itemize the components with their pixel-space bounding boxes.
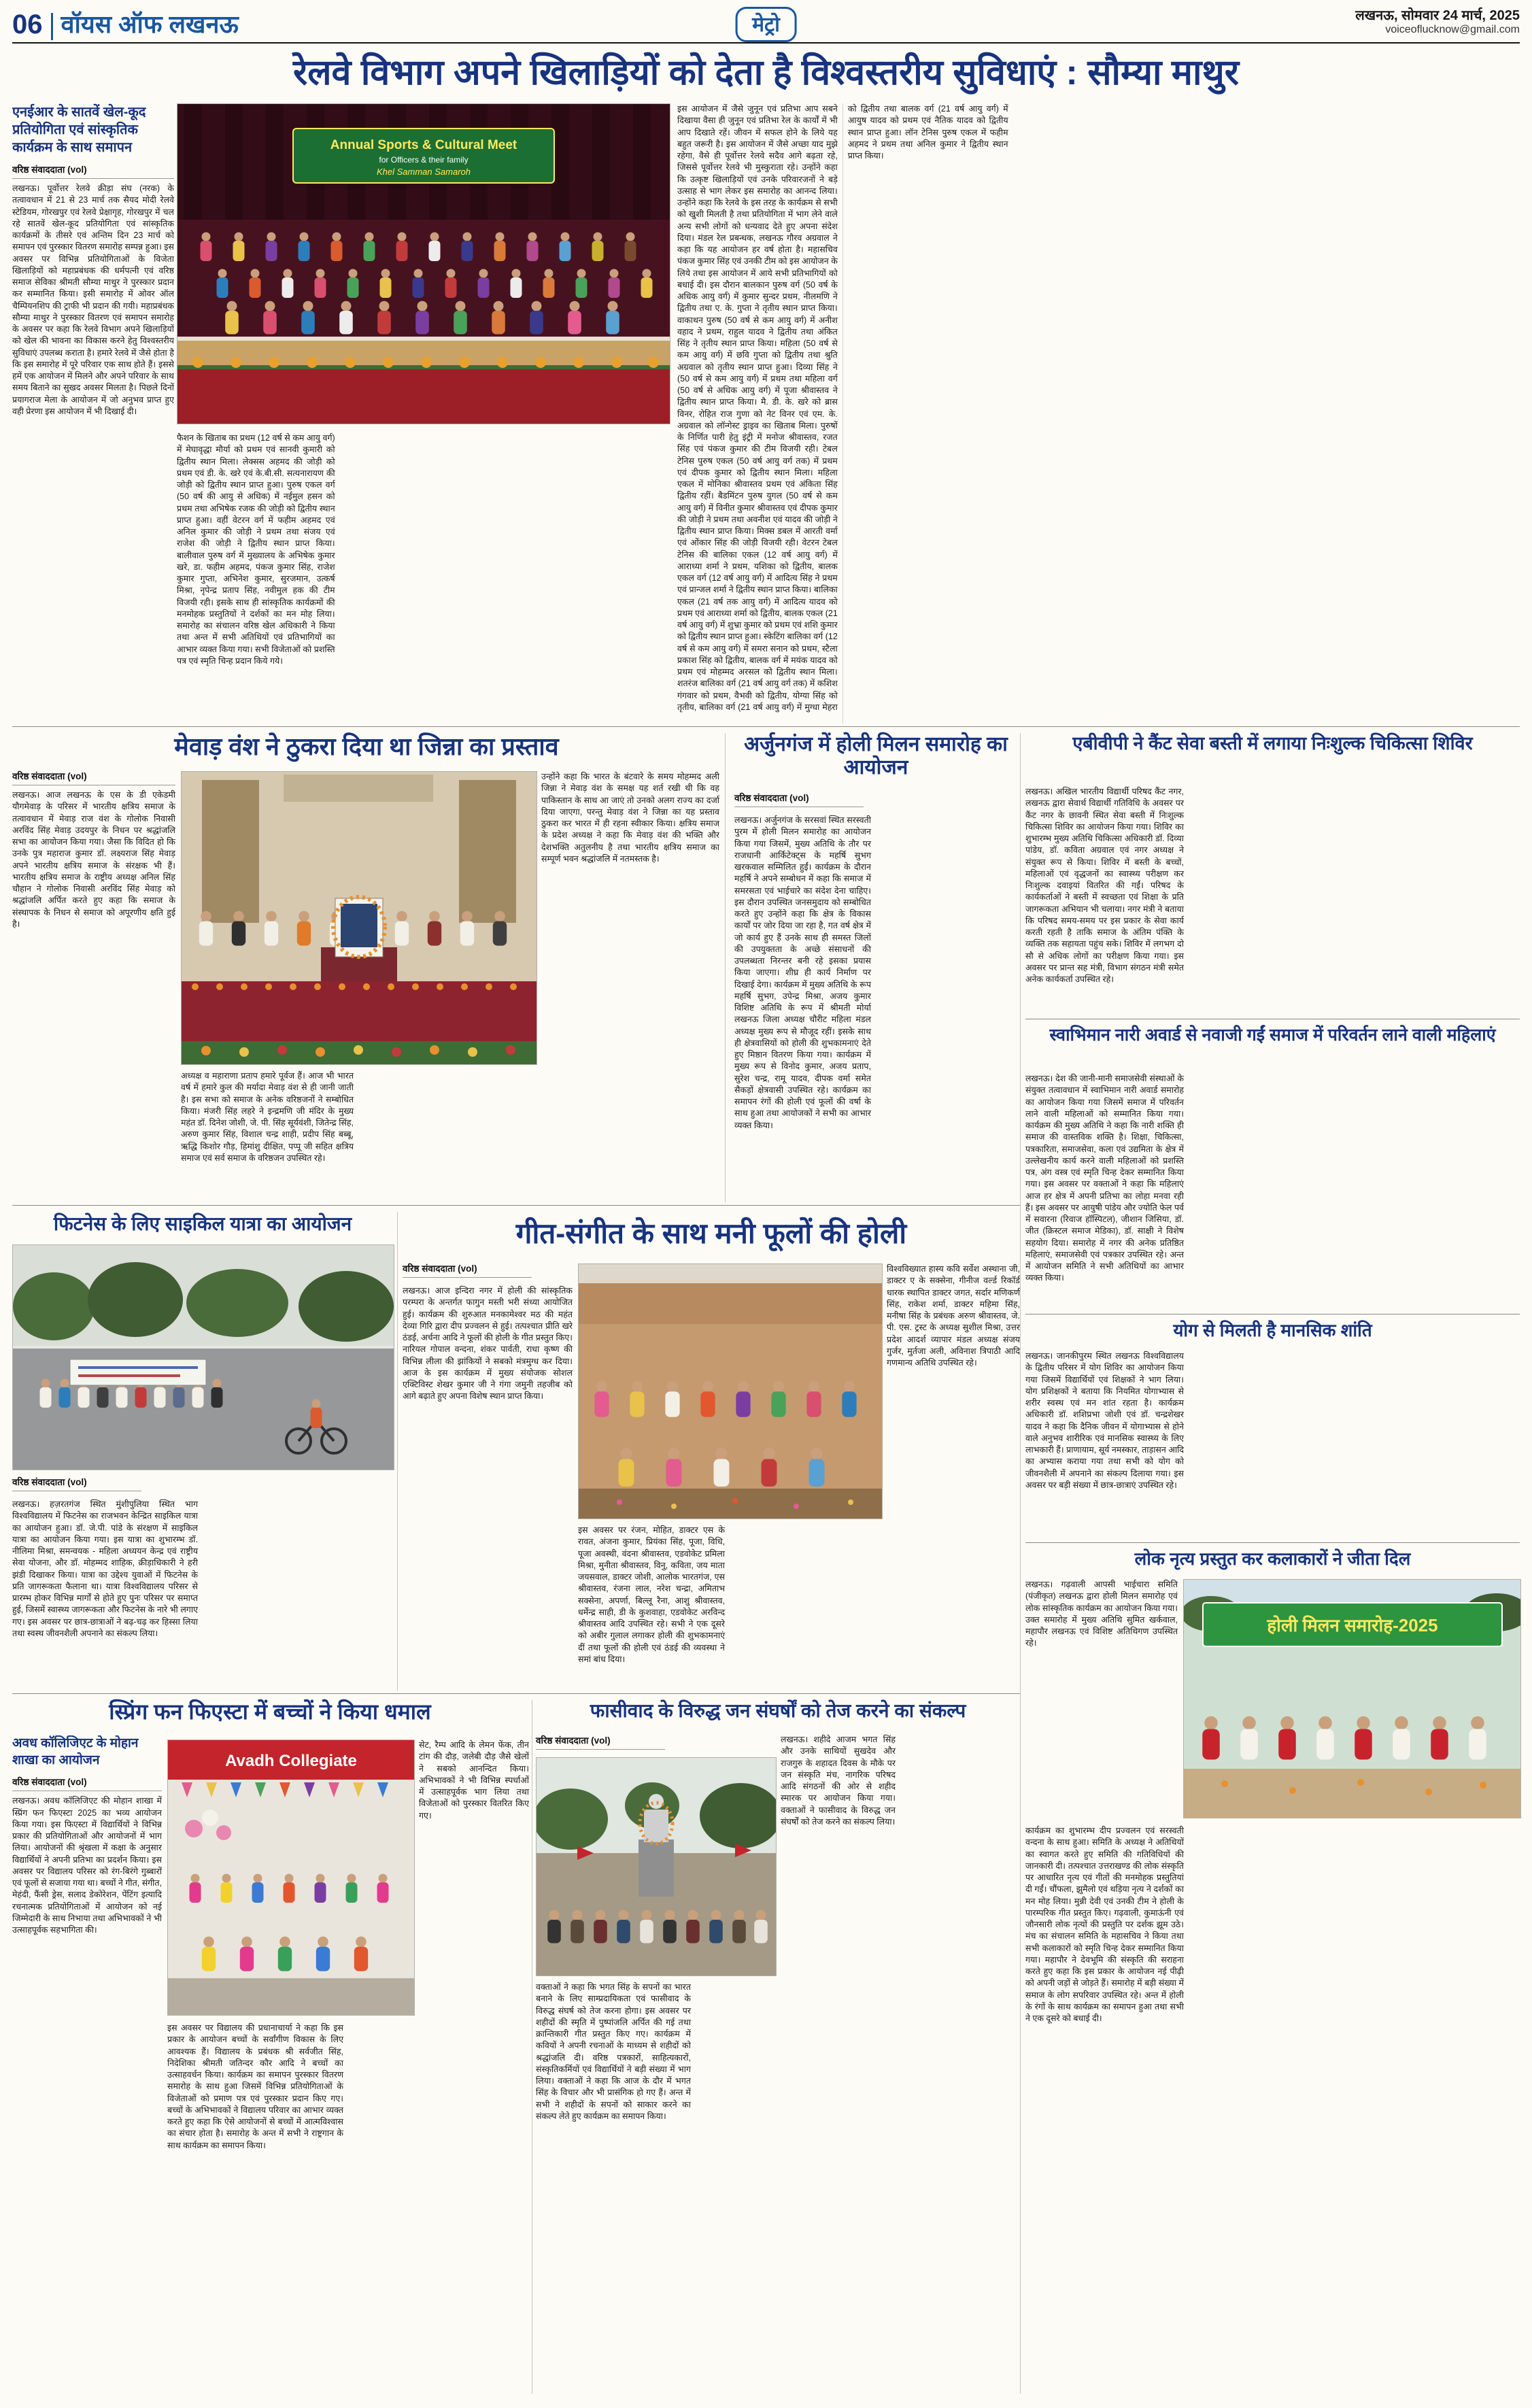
spring-fun-headline: स्प्रिंग फन फिएस्टा में बच्चों ने किया धमाल	[109, 1699, 431, 1724]
holi-music-byline-wrap	[403, 1262, 573, 1282]
fascism-body-side: लखनऊ। शहीदे आजम भगत सिंह और उनके साथियों सुखदेव और राजगुरु के शहादत दिवस के मौके पर जन संस्कृति मंच, नागरिक परिषद आदि संगठनों की ओर से शहीद स्मारक पर आयोजन किया गया। वक्ताओं ने फासीवाद के विरुद्ध जन संघर्षों को तेज करने का संकल्प लिया।	[781, 1735, 896, 1827]
vrule-a-b	[725, 733, 726, 1202]
lead-photo-banner-line3: Khel Samman Samaroh	[376, 167, 471, 177]
yoga-body: लखनऊ। जानकीपुरम स्थित लखनऊ विश्वविद्यालय के द्वितीय परिसर में योग शिविर का आयोजन किया गया जिसमें विद्यार्थियों एवं शिक्षकों ने भाग लिया। योग प्रशिक्षकों ने बताया कि नियमित योगाभ्यास से शरीर स्वस्थ एवं मन शांत रहता है। कार्यक्रम अधिकारी डॉ. शशिप्रभा जोशी एवं डॉ. चन्द्रशेखर यादव ने कहा कि दैनिक जीवन में योगाभ्यास से होने वाले अनुभव शारीरिक एवं मानसिक स्वास्थ्य के लिए लाभकारी हैं। प्राणायाम, सूर्य नमस्कार, ताड़ासन आदि का अभ्यास कराया गया तथा सभी को योग को जीवनशैली में अपनाने का संकल्प दिलाया गया। इस अवसर पर बड़ी संख्या में छात्र-छात्राएं उपस्थित रहे।	[1025, 1351, 1184, 1490]
divider-band-1	[12, 726, 1520, 727]
spring-fun-left-column	[12, 1735, 162, 2394]
fitness-byline-wrap	[12, 1476, 393, 1495]
mewar-byline: वरिष्ठ संवाददाता (vol)	[12, 770, 175, 785]
masthead-divider	[51, 13, 53, 40]
divider-swabhiman-yoga	[1025, 1314, 1520, 1315]
page-number: 06	[12, 10, 43, 39]
spring-fun-body-left: लखनऊ। अवध कॉलिजिएट की मोहान शाखा में स्प्रिंग फन फिएस्टा 2025 का भव्य आयोजन किया गया। इस फिएस्टा में विद्यार्थियों ने विभिन्न प्रकार की प्रतियोगिताओं और आयोजनों में भाग लिया। आयोजनों की श्रृंखला में कक्षा के अनुसार विद्यार्थियों ने अपनी प्रतिभा का प्रदर्शन किया। इस अवसर पर विद्यालय परिसर को रंग-बिरंगे गुब्बारों एवं फूलों से सजाया गया था। बच्चों ने गीत, संगीत, मेहंदी, फैंसी ड्रेस, सलाद डेकोरेशन, पेंटिंग इत्यादि रचनात्मक प्रतियोगिताओं में आयोजन को नई जिम्मेदारी के साथ निभाया तथा अभिभावकों ने भी उत्साहपूर्वक सहभागिता की।	[12, 1796, 162, 1935]
arjunganj-byline: वरिष्ठ संवाददाता (vol)	[734, 792, 864, 807]
header-right	[1355, 5, 1520, 36]
vrule-right-col	[1020, 733, 1021, 2394]
holi-music-body-left: लखनऊ। आज इन्दिरा नगर में होली की सांस्कृतिक परम्परा के अन्तर्गत फागुन मस्ती भरी संध्या आयोजित हुई। कार्यक्रम की शुरुआत मनकामेश्वर मठ की महंत देव्या गिरि द्वारा दीप प्रज्वलन से हुई। तत्पश्चात प्रीति खरे ठंडई, अर्चना आदि ने फूलों की होली के गीत प्रस्तुत किए। नारियल गोपाल वन्दना, शंकर पार्वती, राधा कृष्ण की विभिन्न लीला की झांकियों ने सबको मंत्रमुग्ध कर दिया। आज के इस कार्यक्रम में मुख्य संयोजक सोशल एक्टिविस्ट शेखर कुमार जी ने गंगा जमुनी तहजीब को आगे बढ़ाते हुए अपना विशेष स्थान प्राप्त किया।	[403, 1286, 573, 1402]
lead-photo-banner-line1: Annual Sports & Cultural Meet	[330, 138, 517, 152]
spring-fun-body-below: इस अवसर पर विद्यालय की प्रधानाचार्या ने कहा कि इस प्रकार के आयोजन बच्चों के सर्वांगीण विकास के लिए आवश्यक हैं। विद्यालय के प्रबंधक श्री सर्वजीत सिंह, निदेशिका श्रीमती जतिन्दर कौर आदि ने बच्चों का उत्साहवर्धन किया। कार्यक्रम का समापन पुरस्कार वितरण समारोह के साथ हुआ जिसमें विभिन्न प्रतियोगिताओं के विजेताओं को प्रमाण पत्र एवं पुरस्कार प्रदान किए गए। बच्चों के अभिभावकों ने विद्यालय परिवार का आभार व्यक्त करते हुए कहा कि ऐसे आयोजनों से बच्चों में आत्मविश्वास का संचार होता है। समारोह के अन्त में सभी ने राष्ट्रगान के साथ कार्यक्रम का समापन किया।	[167, 2023, 343, 2150]
holi-music-body-below: इस अवसर पर रंजन, मोहित, डाक्टर एस के रावत, अंजना कुमार, प्रियंका सिंह, पूजा, विधि, पूजा अवस्थी, वंदना श्रीवास्तव, एडवोकेट प्रमिला मिश्रा, मुनीता श्रीवास्तव, विनु, कविता, जय माता जयसवाल, डाक्टर जोशी, आलोक भारतगंज, एस श्रीवास्तव, रंजना लाल, नरेश चन्द्रा, अमिताभ सक्सेना, अपर्णा, बिल्लू रैना, आशु श्रीवास्तव, धर्मेन्द्र साही, डी के कुशवाहा, एडवोकेट अरविन्द श्रीवास्तव आदि उपस्थित रहे। सभी ने एक दूसरे को अबीर गुलाल लगाकर होली की शुभकामनाएं दीं तथा फूलों की होली एवं ठंडई की व्यवस्था ने समां बांध दिया।	[578, 1525, 725, 1664]
dateline: लखनऊ, सोमवार 24 मार्च, 2025	[1355, 8, 1520, 23]
fascism-byline-wrap	[536, 1734, 767, 1754]
divider-band-4	[12, 1693, 1020, 1694]
masthead: वॉयस ऑफ लखनऊ	[61, 10, 239, 38]
folk-dance-headline: लोक नृत्य प्रस्तुत कर कलाकारों ने जीता दिल	[1134, 1548, 1411, 1569]
header-rule	[12, 42, 1520, 44]
spring-fun-byline: वरिष्ठ संवाददाता (vol)	[12, 1776, 162, 1791]
email: voiceoflucknow@gmail.com	[1385, 24, 1520, 35]
mewar-photo	[181, 771, 537, 1065]
spring-fun-photo-banner: Avadh Collegiate	[225, 1752, 357, 1770]
folk-dance-body-side: लखनऊ। गढ़वाली आपसी भाईचारा समिति (पंजीकृत) लखनऊ द्वारा होली मिलन समारोह एवं लोक सांस्कृतिक कार्यक्रम का आयोजन किया गया। उक्त समारोह में मुख्य अतिथि सुमित खर्कवाल, महापौर लखनऊ एवं विशिष्ट अतिथिगण उपस्थित रहे।	[1025, 1580, 1178, 1648]
masthead-row	[12, 7, 239, 40]
fitness-body: लखनऊ। हज़रतगंज स्थित मुंशीपुलिया स्थित भाग विश्वविद्यालय में फिटनेस का राजभवन केन्द्रित साइकिल यात्रा का आयोजन हुआ। डॉ. जे.पी. पांडे के संरक्षण में साइकिल यात्रा का आयोजन किया गया। इस यात्रा का शुभारम्भ डॉ. नीलिमा मिश्रा, समन्वयक - महिला अध्ययन केन्द्र एवं राष्ट्रीय सेवा योजना, और डॉ. मोहम्मद शाहिक, क्रीड़ाधिकारी ने हरी झंडी दिखाकर किया। यात्रा का उद्देश्य युवाओं में फिटनेस के प्रति जागरूकता फैलाना था। यात्रा विश्वविद्यालय परिसर से प्रारम्भ होकर विभिन्न मार्गों से होते हुए पुनः परिसर पर समाप्त हुई, जिसमें स्वास्थ्य जागरूकता और फिटनेस के नारे भी लगाए गए। इस अवसर पर छात्र-छात्राओं ने बढ़-चढ़ कर हिस्सा लिया तथा स्वस्थ जीवनशैली अपनाने का संकल्प लिया।	[12, 1499, 198, 1638]
mewar-body-right: उन्होंने कहा कि भारत के बंटवारे के समय मोहम्मद अली जिन्ना ने मेवाड़ वंश के समक्ष यह शर्त रखी थी कि वह पाकिस्तान के साथ आ जाएं तो उनको अलग राज्य का दर्जा दिया जाएगा, परन्तु मेवाड़ वंश ने जिन्ना का यह प्रस्ताव ठुकरा कर भारत में ही रहना स्वीकार किया। क्षत्रिय समाज के प्रदेश अध्यक्ष ने कहा कि मेवाड़ वंश की भक्ति और देशभक्ति अतुलनीय है तथा भारतीय क्षत्रिय समाज का सम्पूर्ण भवन श्रद्धांजलि में नतमस्तक है।	[541, 772, 719, 864]
mewar-body-below: अध्यक्ष व महाराणा प्रताप हमारे पूर्वज हैं। आज भी भारत वर्ष में हमारे कुल की मर्यादा मेवाड़ वंश से ही जानी जाती है। इस सभा को समाज के अनेक वरिष्ठजनों ने सम्बोधित किया। मंजरी सिंह लहरे ने इन्द्रमणि जी मंदिर के मुख्य महंत डॉ. दिनेश जोशी, जे. पी. सिंह सूर्यवंशी, जितेन्द्र सिंह, अरुण कुमार सिंह, विशाल चन्द्र शाही, प्रदीप सिंह बब्बू, ऋद्धि किशोर गौड़, हिमांशु दीक्षित, पप्पू जी सहित क्षत्रिय समाज एवं सर्व समाज के वरिष्ठजन उपस्थित रहे।	[181, 1071, 354, 1163]
folk-dance-photo	[1183, 1579, 1521, 1818]
lead-photo-banner-line2: for Officers & their family	[379, 155, 469, 165]
arjunganj-headline: अर्जुनगंज में होली मिलन समारोह का आयोजन	[744, 733, 1008, 779]
section-badge-wrap	[735, 7, 797, 42]
holi-music-headline: गीत-संगीत के साथ मनी फूलों की होली	[515, 1217, 907, 1249]
fascism-photo	[536, 1757, 777, 1976]
lead-subhead: एनईआर के सातवें खेल-कूद प्रतियोगिता एवं सांस्कृतिक कार्यक्रम के साथ समापन	[12, 105, 146, 155]
spring-fun-photo	[167, 1740, 415, 2016]
swabhiman-body: लखनऊ। देश की जानी-मानी समाजसेवी संस्थाओं के संयुक्त तत्वावधान में स्वाभिमान नारी अवार्ड समारोह का आयोजन किया गया जिसमें समाज में परिवर्तन लाने वाली महिलाओं को सम्मानित किया गया। कार्यक्रम की मुख्य अतिथि ने कहा कि नारी शक्ति ही समाज की वास्तविक शक्ति है। शिक्षा, चिकित्सा, पत्रकारिता, समाजसेवा, कला एवं उद्यमिता के क्षेत्र में उल्लेखनीय कार्य करने वाली महिलाओं को प्रशस्ति पत्र, अंग वस्त्र एवं स्मृति चिन्ह देकर सम्मानित किया गया। इस अवसर पर वक्ताओं ने कहा कि महिलाएं आज हर क्षेत्र में अपनी प्रतिभा का लोहा मनवा रही हैं। इस अवसर पर आयुषी पांडेय और ज्योति फेल पर्व में सवारना (रिवाज हॉस्पिटल), जीशान जिसिया, डॉ. जीत (क्रिस्टल समाज मेडिका), डॉ. साक्षी ने विशेष सहयोग दिया। समारोह में नगर की अनेक प्रतिष्ठित महिलाएं, समाजसेवी एवं पत्रकार उपस्थित रहे। अन्त में आयोजन समिति ने सभी अतिथियों का आभार व्यक्त किया।	[1025, 1074, 1184, 1283]
mewar-left-column	[12, 770, 175, 1201]
lead-left-column	[12, 103, 174, 722]
divider-band-3	[12, 1205, 1020, 1206]
lead-photo	[177, 103, 670, 424]
fascism-body-below: वक्ताओं ने कहा कि भगत सिंह के सपनों का भारत बनाने के लिए साम्प्रदायिकता एवं फासीवाद के विरुद्ध संघर्ष को तेज करना होगा। इस अवसर पर शहीदों की स्मृति में पुष्पांजलि अर्पित की गई तथा क्रान्तिकारी गीत प्रस्तुत किए गए। कार्यक्रम में कवियों ने अपनी रचनाओं के माध्यम से शहीदों को श्रद्धांजलि दी। वरिष्ठ पत्रकारों, साहित्यकारों, संस्कृतिकर्मियों एवं विद्यार्थियों ने बड़ी संख्या में भाग लिया। वक्ताओं ने कहा कि आज के दौर में भगत सिंह के विचार और भी प्रासंगिक हो गए हैं। अन्त में सभी ने शहीदों के सपनों को साकार करने का संकल्प लेते हुए कार्यक्रम का समापन किया।	[536, 1982, 691, 2121]
divider-yoga-folk	[1025, 1542, 1520, 1543]
yoga-headline: योग से मिलती है मानसिक शांति	[1173, 1320, 1372, 1340]
mewar-headline: मेवाड़ वंश ने ठुकरा दिया था जिन्ना का प्रस्ताव	[174, 732, 559, 760]
lead-headline: रेलवे विभाग अपने खिलाड़ियों को देता है विश्वस्तरीय सुविधाएं : सौम्या माथुर	[293, 53, 1239, 92]
folk-dance-photo-banner: होली मिलन समारोह-2025	[1267, 1615, 1438, 1635]
holi-music-byline: वरिष्ठ संवाददाता (vol)	[403, 1262, 532, 1278]
arjunganj-body: लखनऊ। अर्जुनगंज के सरसवां स्थित सरस्वती पुरम में होली मिलन समारोह का आयोजन किया गया जिसमें, मुख्य अतिथि के तौर पर राजधानी आर्किटेक्ट्स के महर्षि सुभग खरकवाल सम्मिलित हुईं। कार्यक्रम के दौरान महर्षि ने अपने सम्बोधन में कहा कि समाज में समरसता एवं भाईचारे का संदेश देना चाहिए। इस दौरान उपस्थित जनसमुदाय को सम्बोधित करते हुए उन्होंने कहा कि क्षेत्र के विकास कार्यों पर जोर दिया जा रहा है, गत वर्ष क्षेत्र में जो कार्य हुए हैं उनके साथ ही समस्त जिलों की उपयुक्तता के अच्छे संसाधनों की उपलब्धता निरन्तर बनी रहे इसका प्रयास किया जाएगा। शीघ्र ही कार्य निर्माण पर दिखाई देगा। कार्यक्रम में मुख्य अतिथि के रूप महर्षि सुभग, उपेन्द्र मिश्रा, अजय कुमार विशिष्ट अतिथि के रूप में श्रीमती मोर्या लखनऊ जिला अध्यक्ष चौरीट महिला मंडल अध्यक्ष मुख्य रूप से मौजूद रहीं। इसके साथ ही क्षेत्रवासियों को होली की शुभकामनाएं देते हुए मिष्ठान वितरण किया गया। कार्यक्रम में मुख्य रूप से विनोद कुमार, अजय प्रताप, सुरेश चन्द्र, रामू यादव, दीपक वर्मा समेत सैकड़ों क्षेत्रवासी उपस्थित रहे। कार्यक्रम का समापन रंगों की होली एवं फूलों की वर्षा के साथ हुआ तथा आयोजकों ने सभी का आभार व्यक्त किया।	[734, 815, 871, 1130]
fascism-byline: वरिष्ठ संवाददाता (vol)	[536, 1734, 665, 1750]
section-badge: मेट्रो	[735, 7, 797, 42]
lead-body-right: इस आयोजन में जैसे जुनून एवं प्रतिभा आप सबने दिखाया वैसा ही जुनून एवं प्रतिभा रेल के कार्यों में भी आप दिखाते रहें। जीवन में सफल होने के लिये यह बहुत जरूरी है। इस आयोजन में जैसे अच्छा याद मुझे रहेगा, वैसे ही पूर्वोत्तर रेलवे सदैव आगे बढ़ता रहे, जिससे पूर्वोत्तर रेलवे भी मुस्कुराता रहे। उन्होंने कहा कि उत्कृष्ट खिलाड़ियों एवं उनके परिवारजनों ने बड़े उत्साह से भाग लेकर इस समारोह का आनन्द लिया। उन्होंने कहा कि रेलवे के इस तरह के कार्यक्रम से सभी को खुशी मिलती है तथा प्रतियोगिता में भाग लेने वाले अन्य सभी लोगों को धन्यवाद देते हुए अपना संदेश दिया। मंडल रेल प्रबन्धक, लखनऊ गौरव अग्रवाल ने कहा कि यह आयोजन हर वर्ष होता है। महासचिव पंकज कुमार सिंह एवं उनकी टीम को इस आयोजन के लिये तथा इस आयोजन में आये सभी प्रतिभागियों को बधाई दी। इस दौरान बालकान पुरुष वर्ग (50 वर्ष के अधिक आयु वर्ग) में कुमार सुन्दर प्रथम, नीलमणि ने द्वितीय तथा ए. के. गुप्ता ने तृतीय स्थान प्राप्त किया। वाकाथन पुरुष (50 वर्ष से कम आयु वर्ग) में अनीश वहाद ने प्रथम, राहुल यादव ने द्वितीय तथा अंकित सिंह ने तृतीय स्थान प्राप्त किया। महिला (50 वर्ष से कम आयु वर्ग) में छवि गुप्ता को द्वितीय तथा श्रुति अग्रवाल को तृतीय स्थान प्राप्त हुआ। दिव्या सिंह ने (50 वर्ष से कम आयु वर्ग) में प्रथम तथा महिला वर्ग (50 वर्ष से अधिक आयु वर्ग) में पूजा श्रीवास्तव ने द्वितीय स्थान प्राप्त किया। मै. डी. के. खरे को ब्रास विनर, रोहित राज गुणा को नेट विनर एवं एम. के. अग्रवाल को लॉन्गेस्ट ड्राइव का खिताब मिला। पुरुषों के निर्णित पारी हेतु इंट्री में मनोज श्रीवास्तव, रजत सिंह एवं पंकज कुमार की टीम विजयी रही। टेबल टेनिस पुरुष एकल (50 वर्ष आयु वर्ग तक) में प्रथम एवं दीपक कुमार को द्वितीय स्थान मिला। महिला एकल में मोनिका श्रीवास्तव प्रथम एवं अंकिता सिंह द्वितीय रहीं। बैडमिंटन पुरुष युगल (50 वर्ष से कम आयु वर्ग) में विनीत कुमार श्रीवास्तव एवं दीपक कुमार की जोड़ी ने प्रथम तथा अवनीश एवं यादव की जोड़ी ने द्वितीय स्थान प्राप्त किया। मिक्स डबल में आरती वर्मा एवं ओंकार सिंह की जोड़ी विजयी रही। वेटरन टेबल टेनिस की बालिका एकल (12 वर्ष आयु वर्ग) में आराध्या शर्मा ने प्रथम, यशिका को द्वितीय, बालक एकल वर्ग (12 वर्ष आयु वर्ग) में आदित्य सिंह ने प्रथम एवं प्रान्जल शर्मा ने द्वितीय स्थान प्राप्त किया। बालिका एकल (21 वर्ष तक आयु वर्ग) में आदित्य यादव को प्रथम एवं आराध्या शर्मा को द्वितीय, बालक एकल (21 वर्ष आयु वर्ग) में शुभ्रा कुमार को प्रथम एवं शशि कुमार को द्वितीय स्थान प्राप्त हुआ। स्केटिंग बालिका वर्ग (12 वर्ष से कम आयु वर्ग) में समरा सनान को प्रथम, स्टैला प्रकाश सिंह को द्वितीय, बालक वर्ग में मयंक यादव को प्रथम एवं मोहम्मद अरसल को द्वितीय स्थान मिला। शतरंज बालिका वर्ग (21 वर्ष आयु वर्ग तक) में कशिश गंगवार को प्रथम, वैभवी को द्वितीय, योग्या सिंह को तृतीय, बालिका वर्ग (21 वर्ष आयु वर्ग) में मुग्धा मेहरा को द्वितीय तथा बालक वर्ग (21 वर्ष आयु वर्ग) में आयुष यादव को प्रथम एवं नैतिक यादव को द्वितीय स्थान प्राप्त हुआ। लॉन टेनिस पुरुष एकल में फहीम अहमद ने प्रथम तथा अनिल कुमार ने द्वितीय स्थान प्राप्त किया।	[677, 104, 1008, 712]
abvp-headline: एबीवीपी ने कैंट सेवा बस्ती में लगाया निःशुल्क चिकित्सा शिविर	[1072, 733, 1473, 753]
lead-body-left: लखनऊ। पूर्वोत्तर रेलवे क्रीड़ा संघ (नरक) के तत्वावधान में 21 से 23 मार्च तक सैयद मोदी रेलवे स्टेडियम, गोरखपुर एवं रेलवे प्रेक्षागृह, गोरखपुर में चल रहे सातवें खेल-कूद प्रतियोगिता एवं सांस्कृतिक कार्यक्रमों के तीसरे एवं अन्तिम दिन 23 मार्च को समापन एवं पुरस्कार वितरण समारोह सम्पन्न हुआ। इस अवसर पर विभिन्न प्रतियोगिताओं के विजेता खिलाड़ियों को महाप्रबंधक की धर्मपत्नी एवं वरिष्ठ समाज सेविका श्रीमती सौम्या माथुर ने पुरस्कार प्रदान कर सम्मानित किया। इसी समारोह में ओवर ऑल चैम्पियनशिप की ट्राफी भी प्रदान की गयी। महाप्रबंधक सौम्या माथुर ने पुरस्कार वितरण एवं समापन समारोह के अवसर पर कहा कि रेलवे विभाग अपने खिलाड़ियों को खेल की भावना का विकास करने हेतु विश्वस्तरीय सुविधाएं उपलब्ध कराता है। हमारे रेलवे में जैसे होता है कि इस समारोह में पूरे परिवार एक साथ होते हैं। इससे हमें एक आयोजन में मिलने और अपने परिवार के साथ समय बिताने का सुखद अवसर मिलता है। पिछले दिनों प्रयागराज मेला के आयोजन में जो अनुभव प्राप्त हुए वही प्रेरणा इस आयोजन में भी दिखाई दी।	[12, 184, 174, 416]
lead-body-below: फैशन के खिताब का प्रथम (12 वर्ष से कम आयु वर्ग) में मेघावृद्धा मौर्या को प्रथम एवं सानवी कुमारी को द्वितीय स्थान मिला। लेक्सस अहमद की जोड़ी को प्रथम एवं डी. के. खरे एवं के.बी.सी. सत्यनारायण की जोड़ी को द्वितीय स्थान प्राप्त हुआ। पुरुष एकल वर्ग (50 वर्ष की आयु से अधिक) में नईमुल हसन को प्रथम तथा अभिषेक रजक की जोड़ी को द्वितीय स्थान प्राप्त हुआ। वहीं वेटरन वर्ग में फहीम अहमद एवं अनिल कुमार की जोड़ी ने प्रथम तथा संजय एवं राजेश की जोड़ी ने द्वितीय स्थान प्राप्त किया। बालीवाल पुरुष वर्ग में मुख्यालय के अभिषेक कुमार खरे, डा. फहीम अहमद, पंकज कुमार सिंह, राजेश कुमार गुप्ता, अभिनेश कुमार, सुरजमान, उत्कर्ष मिश्रा, नृपेन्द्र प्रताप सिंह, नवीमुल हक की टीम विजयी रही। इसके साथ ही सांस्कृतिक कार्यक्रमों की मनमोहक प्रस्तुतियों ने दर्शकों का मन मोह लिया। समारोह का संचालन वरिष्ठ खेल अधिकारी ने किया तथा अन्त में सभी अतिथियों एवं प्रतिभागियों का आभार व्यक्त किया गया। सभी विजेताओं को प्रशस्ति पत्र एवं स्मृति चिन्ह प्रदान किये गये।	[177, 433, 335, 666]
spring-fun-body-side: सेट, रैम्प आदि के लेमन फेंक, तीन टांग की दौड़, जलेबी दौड़ जैसे खेलों ने सबको आनन्दित किया। अभिभावकों ने भी विभिन्न स्पर्धाओं में उत्साहपूर्वक भाग लिया तथा विजेताओं को पुरस्कार वितरित किए गए।	[419, 1740, 529, 1820]
holi-music-body-right: विश्वविख्यात हास्य कवि सर्वेश अस्थाना जी, डाक्टर ए के सक्सेना, गीनीज वर्ल्ड रिकॉर्ड धारक स्थापित डाक्टर जगत, सर्दार मणिकर्ण सिंह, राकेश शर्मा, डाक्टर महिमा सिंह, मनीषा सिंह के प्रबंधक अरुण श्रीवास्तव, जे. पी. एस. ट्रस्ट के अध्यक्ष सुशील मिश्रा, उत्तर प्रदेश आदर्श व्यापार मंडल अध्यक्ष संजय गुर्जर, मुर्तजा अली, अविनाश त्रिपाठी आदि गणमान्य अतिथि उपस्थित रहे।	[887, 1264, 1020, 1368]
fitness-byline: वरिष्ठ संवाददाता (vol)	[12, 1476, 141, 1491]
holi-music-photo	[578, 1264, 883, 1519]
fitness-headline: फिटनेस के लिए साइकिल यात्रा का आयोजन	[53, 1213, 352, 1234]
vrule-fitness-geet	[397, 1212, 398, 1691]
swabhiman-headline: स्वाभिमान नारी अवार्ड से नवाजी गईं समाज में परिवर्तन लाने वाली महिलाएं	[1049, 1025, 1496, 1045]
mewar-body-left: लखनऊ। आज लखनऊ के एस के डी एकेडमी यौगमेवाड़ के परिसर में भारतीय क्षत्रिय समाज के तत्वावधान में मेवाड़ राज वंश के गोलोक निवासी अरविंद सिंह मेवाड़ उदयपुर के निधन पर श्रद्धांजलि सभा का आयोजन किया गया। जैसा कि विदित हो कि उनके पुत्र महाराज कुमार डॉ. लक्ष्यराज सिंह मेवाड़ अपने भारतीय क्षत्रिय समाज के संरक्षक भी हैं। भारतीय क्षत्रिय समाज के राष्ट्रीय अध्यक्ष अनिल सिंह चौहान ने गोलोक निवासी अरविंद सिंह मेवाड़ को श्रद्धांजलि अर्पित करते हुए कहा कि समाज के संस्थापक के निधन से समाज को अपूरणीय क्षति हुई है।	[12, 790, 175, 929]
fascism-headline: फासीवाद के विरुद्ध जन संघर्षों को तेज करने का संकल्प	[590, 1700, 966, 1721]
fitness-photo	[12, 1244, 394, 1470]
folk-dance-body-below: कार्यक्रम का शुभारम्भ दीप प्रज्वलन एवं सरस्वती वन्दना के साथ हुआ। समिति के अध्यक्ष ने अतिथियों का स्वागत करते हुए समिति की गतिविधियों की जानकारी दी। तत्पश्चात उत्तराखण्ड की लोक संस्कृति पर आधारित नृत्य एवं गीतों की मनमोहक प्रस्तुतियां दी गईं। चौंफला, झुमैलो एवं थड़िया नृत्य ने दर्शकों का मन मोह लिया। मुन्नी देवी एवं उनकी टीम ने होली के पारम्परिक गीत प्रस्तुत किए। गढ़वाली, कुमाऊंनी एवं जौनसारी लोक नृत्यों की प्रस्तुति पर दर्शक झूम उठे। मंच का संचालन समिति के महासचिव ने किया तथा सभी कलाकारों को स्मृति चिन्ह देकर सम्मानित किया गया। महापौर ने देवभूमि की संस्कृति की सराहना करते हुए कहा कि इस प्रकार के आयोजन नई पीढ़ी को अपनी जड़ों से जोड़ते हैं। समारोह में बड़ी संख्या में समाज के लोग सपरिवार उपस्थित रहे। अन्त में होली के रंगों के साथ कार्यक्रम का समापन हुआ तथा सभी ने एक दूसरे को बधाई दी।	[1025, 1826, 1184, 2023]
abvp-body: लखनऊ। अखिल भारतीय विद्यार्थी परिषद कैंट नगर, लखनऊ द्वारा सेवार्थ विद्यार्थी गतिविधि के अवसर पर कैंट नगर के छावनी स्थित सेवा बस्ती में निःशुल्क चिकित्सा शिविर का आयोजन किया गया। शिविर का शुभारम्भ मुख्य अतिथि चिकित्सा अधिकारी डॉ. दिव्या पांडेय, डॉ. कविता अग्रवाल एवं नगर अध्यक्ष ने संयुक्त रूप से किया। शिविर में बस्ती के बच्चों, महिलाओं एवं वृद्धजनों का स्वास्थ्य परीक्षण कर निःशुल्क दवाइयां वितरित की गईं। परिषद के कार्यकर्ताओं ने बस्ती में स्वच्छता एवं शिक्षा के प्रति जागरूकता अभियान भी चलाया। नगर मंत्री ने बताया कि परिषद समय-समय पर इस प्रकार के सेवा कार्य करती रहती है ताकि समाज के अंतिम पंक्ति के व्यक्ति तक सहायता पहुंच सके। शिविर में लगभग दो सौ से अधिक लोगों का परीक्षण किया गया। इस अवसर पर प्रान्त सह मंत्री, विभाग संगठन मंत्री समेत अनेक कार्यकर्ता उपस्थित रहे।	[1025, 787, 1184, 984]
lead-byline: वरिष्ठ संवाददाता (vol)	[12, 163, 174, 179]
arjunganj-byline-wrap	[734, 792, 1017, 811]
spring-fun-subhead: अवध कॉलिजिएट के मोहान शाखा का आयोजन	[12, 1736, 139, 1767]
